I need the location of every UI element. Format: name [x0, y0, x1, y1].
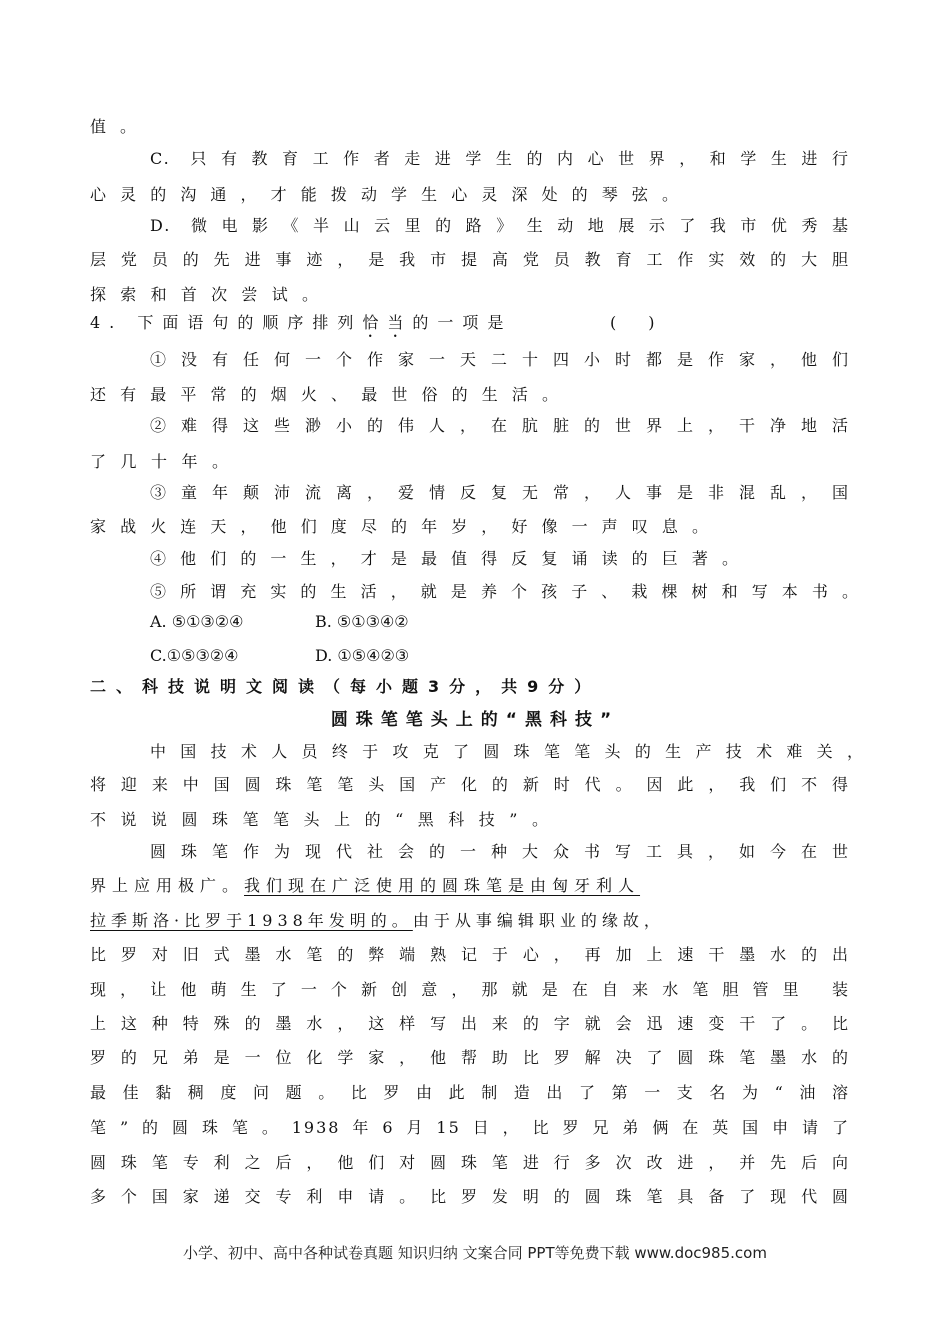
stem-pre: 4. 下面语句的顺序排列 — [90, 313, 363, 332]
stem-post: 的一项是 — [412, 313, 513, 332]
para2-line10: 圆珠笔专利之后，他们对圆珠笔进行多次改进，并先后向 — [90, 1153, 850, 1172]
para2-line5: 现，让他萌生了一个新创意，那就是在自来水笔胆管里 装 — [90, 980, 850, 999]
para2-line11: 多个国家递交专利申请。比罗发明的圆珠笔具备了现代圆 — [90, 1187, 850, 1206]
question-4-stem — [90, 308, 570, 338]
para2-line6: 上这种特殊的墨水，这样写出来的字就会迅速变干了。比 — [90, 1014, 850, 1033]
stem-emphasis: 恰当 — [362, 313, 413, 332]
option-a: A. ⑤①③②④ — [150, 612, 244, 631]
para2-line7: 罗的兄弟是一位化学家，他帮助比罗解决了圆珠笔墨水的 — [90, 1048, 850, 1067]
para1-line3: 不说说圆珠笔笔头上的“黑科技”。 — [90, 810, 550, 829]
para2-line3-plain: 由于从事编辑职业的缘故， — [412, 911, 665, 930]
line-option-d-1: D. 微电影《半山云里的路》生动地展示了我市优秀基 — [150, 216, 850, 235]
option-c: C.①⑤③②④ — [150, 646, 239, 665]
article-title: 圆珠笔笔头上的“黑科技” — [330, 710, 620, 730]
para1-line1: 中国技术人员终于攻克了圆珠笔笔头的生产技术难关， — [150, 742, 865, 761]
line-option-c-1: C. 只有教育工作者走进学生的内心世界，和学生进行 — [150, 149, 850, 168]
para2-line9: 笔”的圆珠笔。1938年6月15日，比罗兄弟俩在英国申请了 — [90, 1118, 850, 1137]
sentence-3b: 家战火连天，他们度尽的年岁，好像一声叹息。 — [90, 517, 710, 536]
sentence-3a: ③童年颠沛流离，爱情反复无常，人事是非混乱，国 — [150, 483, 850, 502]
sentence-1b: 还有最平常的烟火、最世俗的生活。 — [90, 385, 560, 404]
para2-line3 — [90, 906, 870, 936]
sentence-1a: ①没有任何一个作家一天二十四小时都是作家，他们 — [150, 350, 850, 369]
line-option-c-2: 心灵的沟通，才能拨动学生心灵深处的琴弦。 — [90, 185, 680, 204]
answer-paren: ( ) — [610, 313, 655, 332]
section-heading: 二、科技说明文阅读（每小题3分，共9分） — [90, 677, 601, 696]
para2-line2-underlined: 我们现在广泛使用的圆珠笔是由匈牙利人 — [244, 876, 641, 895]
page-footer: 小学、初中、高中各种试卷真题 知识归纳 文案合同 PPT等免费下载 www.doc985.com — [183, 1244, 767, 1262]
para2-line3-underlined: 拉季斯洛·比罗于1938年发明的。 — [90, 911, 413, 930]
line-option-d-3: 探索和首次尝试。 — [90, 285, 320, 304]
line-option-d-2: 层党员的先进事迹，是我市提高党员教育工作实效的大胆 — [90, 250, 850, 269]
sentence-2b: 了几十年。 — [90, 452, 230, 471]
sentence-2a: ②难得这些渺小的伟人，在肮脏的世界上，干净地活 — [150, 416, 850, 435]
sentence-4: ④他们的一生，才是最值得反复诵读的巨著。 — [150, 549, 740, 568]
option-b: B. ⑤①③④② — [315, 612, 409, 631]
sentence-5: ⑤所谓充实的生活，就是养个孩子、栽棵树和写本书。 — [150, 582, 860, 601]
para2-line8: 最佳黏稠度问题。比罗由此制造出了第一支名为“油溶 — [90, 1083, 850, 1102]
para2-line2-plain: 界上应用极广。 — [90, 876, 245, 895]
para2-line2 — [90, 871, 850, 901]
para2-line4: 比罗对旧式墨水笔的弊端熟记于心，再加上速干墨水的出 — [90, 945, 850, 964]
para1-line2: 将迎来中国圆珠笔笔头国产化的新时代。因此，我们不得 — [90, 775, 850, 794]
option-d: D. ①⑤④②③ — [315, 646, 410, 665]
para2-line1: 圆珠笔作为现代社会的一种大众书写工具，如今在世 — [150, 842, 850, 861]
line-q3-tail: 值。 — [90, 117, 151, 136]
